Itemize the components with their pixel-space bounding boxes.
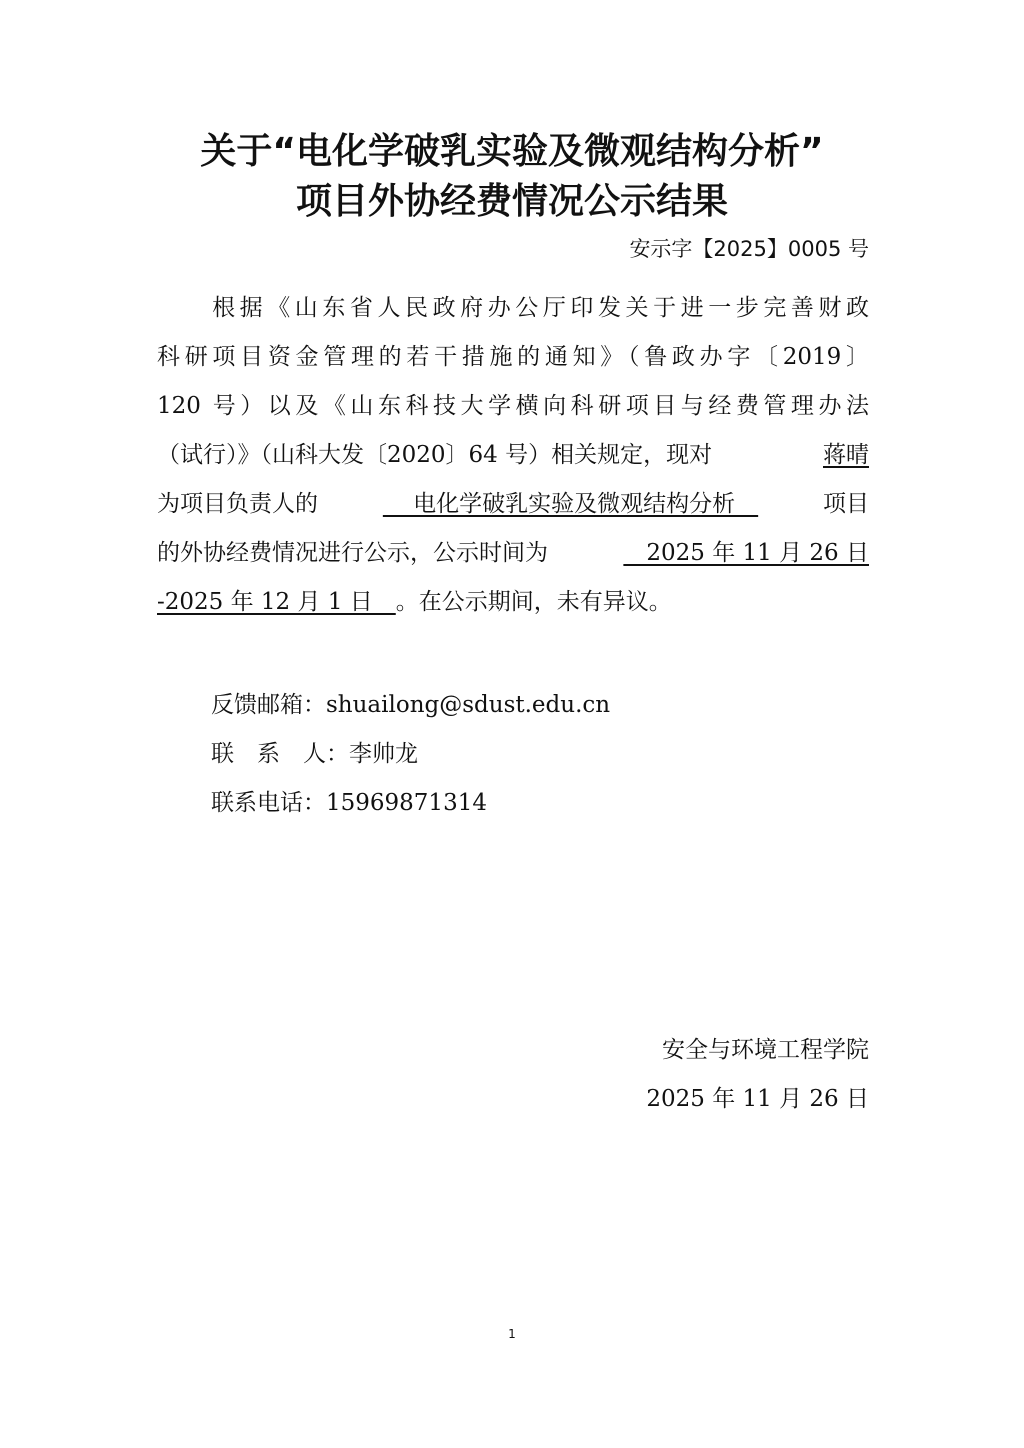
project-name: 电化学破乳实验及微观结构分析: [382, 491, 759, 517]
project-leader: 蒋晴: [823, 442, 869, 468]
signature-date: 2025 年 11 月 26 日: [646, 1086, 869, 1112]
body-text: 项目: [823, 491, 869, 517]
signature-organization: 安全与环境工程学院: [662, 1037, 869, 1063]
body-line: [157, 538, 869, 568]
body-text: 的外协经费情况进行公示，公示时间为: [157, 540, 548, 566]
body-line: [157, 440, 869, 470]
title-line-1: 关于“电化学破乳实验及微观结构分析”: [200, 131, 824, 172]
period-start: 2025 年 11 月 26 日: [623, 540, 869, 566]
contact-person: 联 系 人：李帅龙: [211, 741, 418, 767]
title-line-2: 项目外协经费情况公示结果: [295, 181, 728, 222]
feedback-email: 反馈邮箱：shuailong@sdust.edu.cn: [211, 692, 611, 718]
body-text: （试行）》（山科大发〔2020〕64 号）相关规定，现对: [157, 442, 713, 468]
body-line: [157, 489, 869, 519]
page-number: 1: [508, 1327, 516, 1341]
body-line: 科研项目资金管理的若干措施的通知》（鲁政办字〔2019〕: [157, 344, 869, 370]
contact-phone: 联系电话：15969871314: [211, 790, 487, 816]
body-line: 根据《山东省人民政府办公厅印发关于进一步完善财政: [157, 295, 869, 321]
body-line: 120 号）以及《山东科技大学横向科研项目与经费管理办法: [157, 393, 869, 419]
body-text: 为项目负责人的: [157, 491, 318, 517]
document-number: 安示字【2025】0005 号: [629, 237, 869, 261]
body-line: [157, 587, 869, 617]
body-text: 。在公示期间，未有异议。: [395, 589, 672, 615]
period-end: -2025 年 12 月 1 日: [157, 589, 396, 615]
